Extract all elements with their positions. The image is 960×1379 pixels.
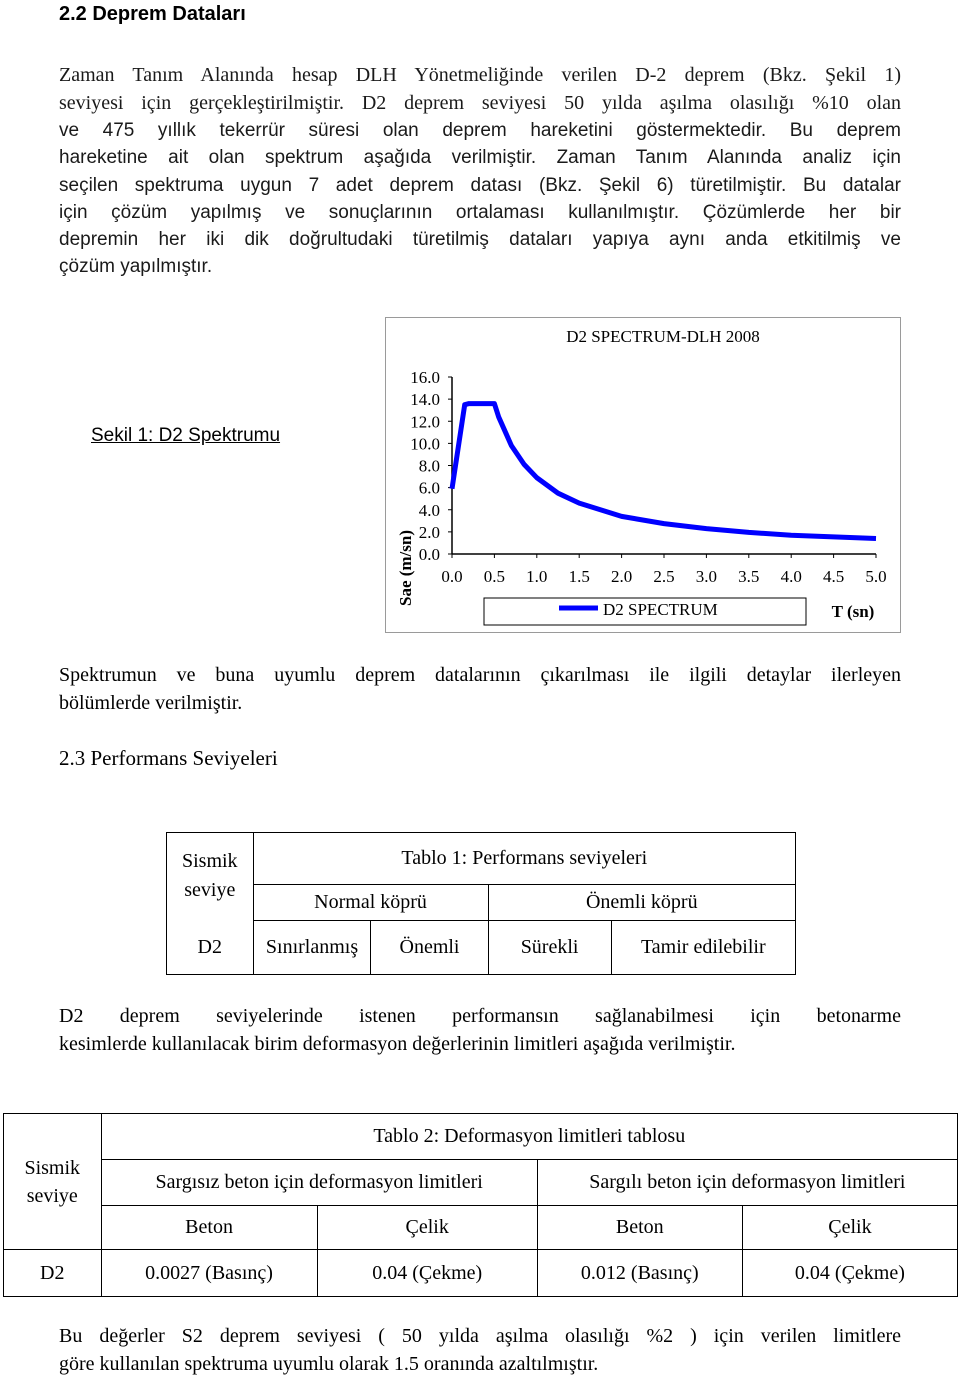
x-tick-label: 4.5 bbox=[822, 567, 845, 586]
paragraph-reduction-note bbox=[59, 1323, 901, 1378]
paragraph-line: göre kullanılan spektruma uyumlu olarak 1.5 oranında azaltılmıştır. bbox=[59, 1352, 599, 1375]
x-tick-label: 5.0 bbox=[865, 567, 887, 586]
paragraph-line: seçilen spektruma uygun 7 adet deprem datası (Bkz. Şekil 6) türetilmiştir. Bu datalar bbox=[59, 174, 901, 196]
chart-legend bbox=[484, 598, 806, 625]
x-tick-label: 4.0 bbox=[780, 567, 802, 586]
table1-caption: Tablo 1: Performans seviyeleri bbox=[253, 833, 795, 885]
x-tick-label: 1.0 bbox=[526, 567, 548, 586]
paragraph-line: çözüm yapılmıştır. bbox=[59, 256, 213, 278]
x-tick-label: 0.0 bbox=[441, 567, 463, 586]
table1-header-seismic: Sismik seviye bbox=[167, 833, 254, 921]
x-tick-label: 2.0 bbox=[610, 567, 633, 586]
figure-caption: Sekil 1: D2 Spektrumu bbox=[91, 425, 281, 446]
paragraph-line: ve 475 yıllık tekerrür süresi olan deprem hareketini göstermektedir. Bu deprem bbox=[59, 120, 901, 141]
x-tick-label: 3.5 bbox=[738, 567, 760, 586]
table2-cell: 0.04 (Çekme) bbox=[317, 1250, 537, 1297]
y-tick-label: 6.0 bbox=[418, 478, 440, 498]
x-tick-label: 2.5 bbox=[653, 567, 675, 586]
paragraph-line: Spektrumun ve buna uyumlu deprem datalarının çıkarılması ile ilgili detaylar ilerleyen bbox=[59, 664, 901, 686]
paragraph-intro bbox=[59, 62, 901, 281]
chart-y-axis-label: Sae (m/sn) bbox=[396, 529, 415, 607]
table2-subheader: Beton bbox=[101, 1206, 317, 1250]
table2-cell: 0.012 (Basınç) bbox=[537, 1250, 742, 1297]
y-tick-label: 8.0 bbox=[418, 456, 440, 476]
series-line-d2-spectrum bbox=[452, 404, 876, 539]
table2-subheader: Çelik bbox=[317, 1206, 537, 1250]
paragraph-line: kesimlerde kullanılacak birim deformasyon değerlerinin limitleri aşağıda verilmiştir. bbox=[59, 1032, 736, 1055]
table2-caption: Tablo 2: Deformasyon limitleri tablosu bbox=[101, 1114, 958, 1160]
y-tick-label: 0.0 bbox=[418, 545, 440, 564]
paragraph-line: depremin her iki dik doğrultudaki türetilmiş dataları yapıya aynı anda etkitilmiş ve bbox=[59, 229, 901, 251]
paragraph-deformation-intro bbox=[59, 1003, 901, 1058]
table1-row-level: D2 bbox=[167, 921, 254, 975]
y-tick-label: 2.0 bbox=[418, 522, 440, 542]
y-tick-label: 12.0 bbox=[410, 412, 440, 432]
x-tick-label: 3.0 bbox=[695, 567, 718, 586]
paragraph-line: Bu değerler S2 deprem seviyesi ( 50 yılda aşılma olasılığı %2 ) için verilen limitlere bbox=[59, 1325, 901, 1347]
table1-cell: Sürekli bbox=[488, 921, 611, 975]
table2-cell: 0.0027 (Basınç) bbox=[101, 1250, 317, 1297]
spectrum-chart bbox=[386, 318, 900, 632]
paragraph-line: D2 deprem seviyelerinde istenen performansın sağlanabilmesi için betonarme bbox=[59, 1005, 901, 1027]
paragraph-line: hareketine ait olan spektrum aşağıda verilmiştir. Zaman Tanım Alanında analiz için bbox=[59, 147, 901, 169]
performance-levels-table bbox=[166, 832, 796, 975]
y-tick-label: 10.0 bbox=[410, 434, 440, 454]
table2-subheader: Beton bbox=[537, 1206, 742, 1250]
paragraph-spectrum-note bbox=[59, 662, 901, 717]
x-tick-label: 1.5 bbox=[568, 567, 590, 586]
table1-group-onemli: Önemli köprü bbox=[488, 885, 795, 921]
table2-group-confined: Sargılı beton için deformasyon limitleri bbox=[537, 1160, 957, 1206]
spectrum-chart-frame bbox=[385, 317, 901, 633]
x-tick-label: 0.5 bbox=[483, 567, 506, 586]
chart-y-ticks bbox=[410, 368, 452, 564]
table2-header-seismic: Sismik seviye bbox=[4, 1114, 102, 1250]
y-tick-label: 14.0 bbox=[410, 390, 440, 410]
table1-group-normal: Normal köprü bbox=[253, 885, 488, 921]
chart-x-ticks bbox=[441, 554, 886, 586]
y-tick-label: 4.0 bbox=[418, 500, 440, 520]
table2-group-unconfined: Sargısız beton için deformasyon limitleri bbox=[101, 1160, 537, 1206]
chart-x-axis-label: T (sn) bbox=[831, 602, 875, 621]
paragraph-line: seviyesi için gerçekleştirilmiştir. D2 deprem seviyesi 50 yılda aşılma olasılığı %10 olan bbox=[59, 91, 901, 114]
section-title-2-3: 2.3 Performans Seviyeleri bbox=[59, 746, 278, 770]
table1-cell: Tamir edilebilir bbox=[611, 921, 795, 975]
paragraph-line: için çözüm yapılmış ve sonuçlarının ortalaması kullanılmıştır. Çözümlerde her bir bbox=[59, 201, 901, 223]
deformation-limits-table bbox=[3, 1113, 958, 1297]
table2-subheader: Çelik bbox=[742, 1206, 957, 1250]
table2-row-level: D2 bbox=[4, 1250, 102, 1297]
section-title-2-2: 2.2 Deprem Dataları bbox=[59, 3, 246, 25]
paragraph-line: bölümlerde verilmiştir. bbox=[59, 691, 243, 714]
table1-cell: Önemli bbox=[371, 921, 488, 975]
table1-cell: Sınırlanmış bbox=[253, 921, 371, 975]
paragraph-line: Zaman Tanım Alanında hesap DLH Yönetmeliğinde verilen D-2 deprem (Bkz. Şekil 1) bbox=[59, 64, 901, 86]
chart-title: D2 SPECTRUM-DLH 2008 bbox=[566, 327, 760, 346]
legend-label: D2 SPECTRUM bbox=[603, 600, 718, 619]
table2-cell: 0.04 (Çekme) bbox=[742, 1250, 957, 1297]
y-tick-label: 16.0 bbox=[410, 368, 440, 387]
